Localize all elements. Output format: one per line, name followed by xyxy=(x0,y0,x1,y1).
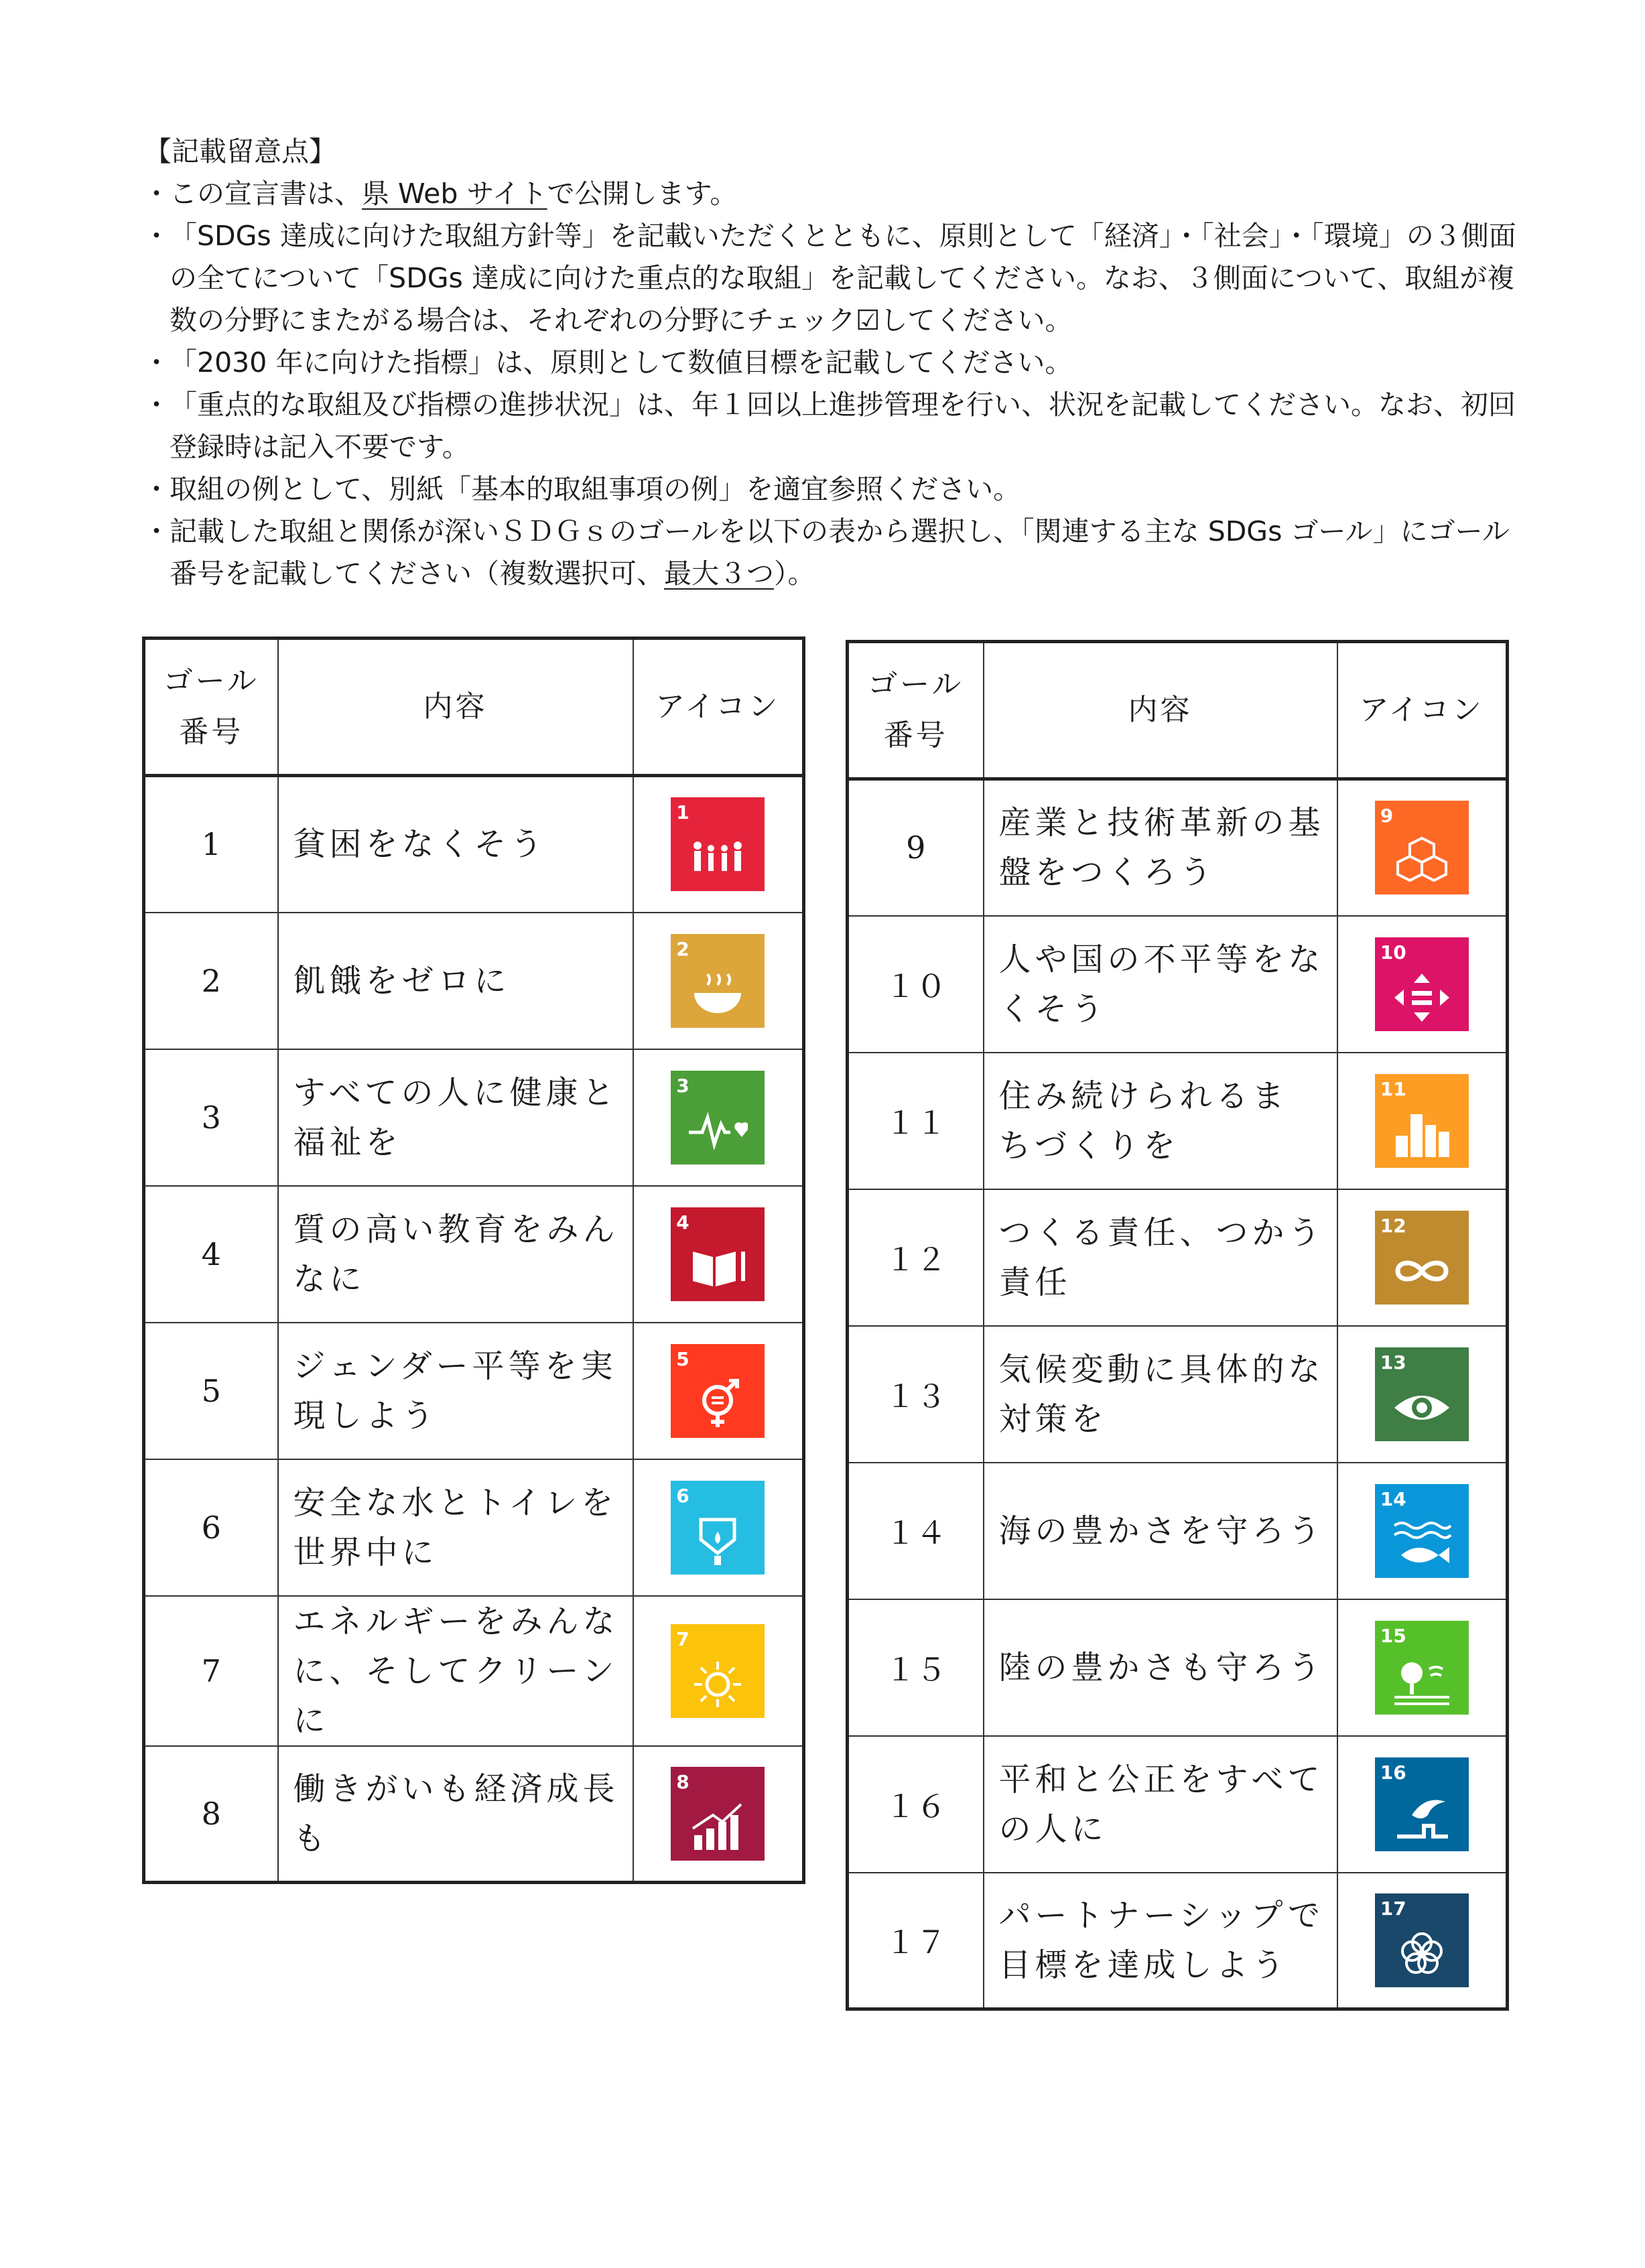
partnerships-icon xyxy=(1375,1893,1469,1987)
tile-number: 6 xyxy=(676,1484,689,1507)
sustainable-cities-icon xyxy=(1375,1074,1469,1168)
goal-description: 平和と公正をすべての人に xyxy=(984,1736,1337,1873)
notes-heading: 【記載留意点】 xyxy=(144,135,336,168)
goal-number: １６ xyxy=(848,1736,984,1873)
goal-description: 貧困をなくそう xyxy=(278,776,633,913)
reduced-inequalities-icon xyxy=(1375,937,1469,1031)
goal-description: 質の高い教育をみんなに xyxy=(278,1186,633,1323)
industry-innovation-icon xyxy=(1375,801,1469,894)
table-row xyxy=(848,1189,1508,1326)
bullet: ・ xyxy=(143,346,170,379)
table-row xyxy=(144,1746,804,1883)
tile-number: 14 xyxy=(1380,1487,1406,1510)
good-health-icon xyxy=(671,1071,765,1164)
tile-number: 5 xyxy=(676,1347,689,1370)
goal-icon-cell xyxy=(633,776,804,913)
goal-number: 7 xyxy=(144,1596,278,1746)
bullet: ・ xyxy=(143,515,170,547)
header-content: 内容 xyxy=(984,642,1337,779)
goal-number: 6 xyxy=(144,1459,278,1596)
bullet: ・ xyxy=(143,220,170,252)
goal-number: 9 xyxy=(848,779,984,916)
clean-water-icon xyxy=(671,1481,765,1575)
header-content: 内容 xyxy=(278,639,633,776)
no-poverty-icon xyxy=(671,797,765,891)
table-row xyxy=(848,1326,1508,1463)
goal-icon-cell xyxy=(1337,916,1508,1053)
table-row xyxy=(848,1053,1508,1189)
bullet: ・ xyxy=(143,473,170,505)
goal-icon-cell xyxy=(633,913,804,1049)
goal-icon-cell xyxy=(1337,1873,1508,2009)
table-row xyxy=(144,1049,804,1186)
notes-section xyxy=(137,131,1518,595)
goal-icon-cell xyxy=(633,1459,804,1596)
life-on-land-icon xyxy=(1375,1621,1469,1715)
goal-description: 海の豊かさを守ろう xyxy=(984,1463,1337,1599)
tile-number: 15 xyxy=(1380,1624,1406,1647)
sdg-goals-table-left xyxy=(142,637,805,1884)
tile-number: 13 xyxy=(1380,1351,1406,1374)
table-row xyxy=(848,1463,1508,1599)
goal-number: 2 xyxy=(144,913,278,1049)
note-item: ・ 「SDGs 達成に向けた取組方針等」を記載いただくとともに、原則として「経済」・「社会」・「環境」の３側面の全てについて「SDGs 達成に向けた重点的な取組」を記載してください。なお、３側面について、取組が複数の分野にまたがる場合は、それぞれの分野にチェック☑してください。 xyxy=(137,215,1518,342)
goal-number: １２ xyxy=(848,1189,984,1326)
table-row xyxy=(848,1736,1508,1873)
goal-icon-cell xyxy=(1337,1053,1508,1189)
climate-action-icon xyxy=(1375,1347,1469,1441)
tile-number: 17 xyxy=(1380,1897,1406,1920)
goal-number: １１ xyxy=(848,1053,984,1189)
goal-description: パートナーシップで目標を達成しよう xyxy=(984,1873,1337,2009)
tile-number: 7 xyxy=(676,1627,689,1650)
tile-number: 10 xyxy=(1380,941,1406,963)
tile-number: 2 xyxy=(676,937,689,960)
goal-icon-cell xyxy=(1337,1463,1508,1599)
goal-icon-cell xyxy=(1337,1736,1508,1873)
tile-number: 1 xyxy=(676,801,689,824)
note-item: ・ この宣言書は、県 Web サイトで公開します。 xyxy=(137,173,1518,215)
bullet: ・ xyxy=(143,178,170,210)
table-row xyxy=(848,1873,1508,2009)
goal-number: １３ xyxy=(848,1326,984,1463)
goal-number: 4 xyxy=(144,1186,278,1323)
header-goal-number: ゴール 番号 xyxy=(144,639,278,776)
clean-energy-icon xyxy=(671,1624,765,1718)
table-row xyxy=(144,1323,804,1459)
goal-number: 3 xyxy=(144,1049,278,1186)
decent-work-icon xyxy=(671,1767,765,1861)
table-row xyxy=(848,1599,1508,1736)
tile-number: 12 xyxy=(1380,1214,1406,1237)
quality-education-icon xyxy=(671,1207,765,1301)
goal-icon-cell xyxy=(633,1323,804,1459)
goal-description: すべての人に健康と福祉を xyxy=(278,1049,633,1186)
table-header-row xyxy=(144,639,804,776)
goal-description: 働きがいも経済成長も xyxy=(278,1746,633,1883)
goal-description: 気候変動に具体的な対策を xyxy=(984,1326,1337,1463)
tile-number: 11 xyxy=(1380,1077,1406,1100)
goal-description: つくる責任、つかう責任 xyxy=(984,1189,1337,1326)
goal-icon-cell xyxy=(1337,779,1508,916)
responsible-consumption-icon xyxy=(1375,1211,1469,1305)
table-row xyxy=(144,1459,804,1596)
goal-number: １４ xyxy=(848,1463,984,1599)
zero-hunger-icon xyxy=(671,934,765,1028)
goal-icon-cell xyxy=(633,1049,804,1186)
table-header-row xyxy=(848,642,1508,779)
tile-number: 16 xyxy=(1380,1761,1406,1784)
goal-description: 陸の豊かさも守ろう xyxy=(984,1599,1337,1736)
table-row xyxy=(144,776,804,913)
notes-list xyxy=(137,173,1518,595)
goal-description: 安全な水とトイレを世界中に xyxy=(278,1459,633,1596)
bullet: ・ xyxy=(143,389,170,421)
note-item: ・ 「2030 年に向けた指標」は、原則として数値目標を記載してください。 xyxy=(137,342,1518,384)
peace-justice-icon xyxy=(1375,1757,1469,1851)
life-below-water-icon xyxy=(1375,1484,1469,1578)
goal-description: 飢餓をゼロに xyxy=(278,913,633,1049)
goal-icon-cell xyxy=(633,1186,804,1323)
tile-number: 8 xyxy=(676,1770,689,1793)
table-row xyxy=(144,1186,804,1323)
note-item: ・ 取組の例として、別紙「基本的取組事項の例」を適宜参照ください。 xyxy=(137,468,1518,511)
goal-icon-cell xyxy=(1337,1326,1508,1463)
tile-number: 4 xyxy=(676,1211,689,1233)
goal-description: エネルギーをみんなに、そしてクリーンに xyxy=(278,1596,633,1746)
tile-number: 3 xyxy=(676,1074,689,1097)
goal-icon-cell xyxy=(633,1746,804,1883)
goal-icon-cell xyxy=(1337,1599,1508,1736)
goal-description: 住み続けられるまちづくりを xyxy=(984,1053,1337,1189)
header-icon: アイコン xyxy=(633,639,804,776)
sdg-goals-table-right xyxy=(846,640,1509,2011)
gender-equality-icon xyxy=(671,1344,765,1438)
note-item: ・ 「重点的な取組及び指標の進捗状況」は、年１回以上進捗管理を行い、状況を記載してください。なお、初回登録時は記入不要です。 xyxy=(137,384,1518,468)
table-row xyxy=(848,916,1508,1053)
goal-description: 産業と技術革新の基盤をつくろう xyxy=(984,779,1337,916)
header-goal-number: ゴール 番号 xyxy=(848,642,984,779)
tile-number: 9 xyxy=(1380,805,1394,827)
note-item: ・ 記載した取組と関係が深いＳＤＧｓのゴールを以下の表から選択し、「関連する主な SDGs ゴール」にゴール番号を記載してください（複数選択可、最大３つ）。 xyxy=(137,511,1518,595)
table-row xyxy=(144,913,804,1049)
goal-number: １０ xyxy=(848,916,984,1053)
goal-number: 8 xyxy=(144,1746,278,1883)
goal-icon-cell xyxy=(1337,1189,1508,1326)
goal-number: 1 xyxy=(144,776,278,913)
header-icon: アイコン xyxy=(1337,642,1508,779)
table-row xyxy=(144,1596,804,1746)
goal-number: 5 xyxy=(144,1323,278,1459)
goal-number: １７ xyxy=(848,1873,984,2009)
goal-description: 人や国の不平等をなくそう xyxy=(984,916,1337,1053)
table-row xyxy=(848,779,1508,916)
goal-description: ジェンダー平等を実現しよう xyxy=(278,1323,633,1459)
goal-number: １５ xyxy=(848,1599,984,1736)
goal-icon-cell xyxy=(633,1596,804,1746)
